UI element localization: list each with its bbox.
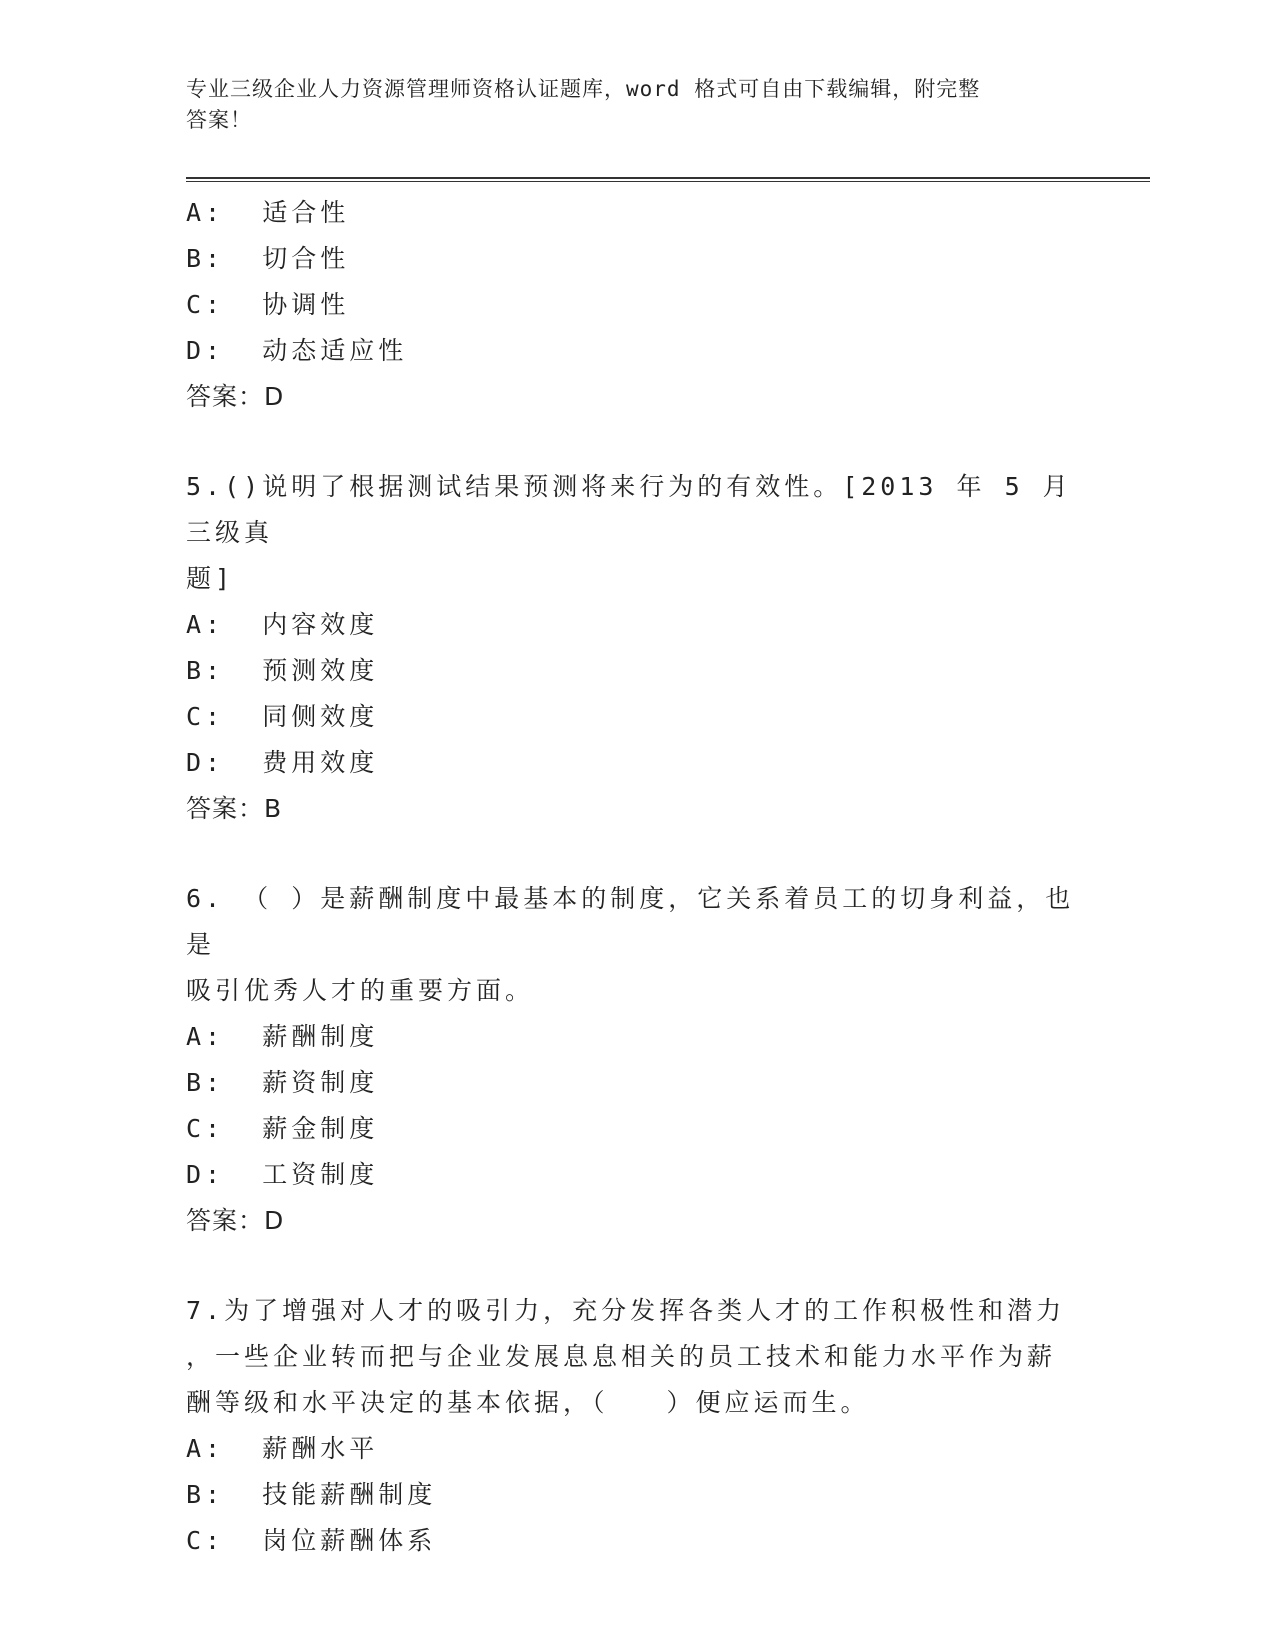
question-stem-line: 吸引优秀人才的重要方面。 [186,976,535,1005]
option-d: D: 费用效度 [186,748,379,777]
question-7-block [186,1288,1086,1564]
answer-text: 答案：D [186,1206,285,1235]
answer-text: 答案：B [186,794,283,823]
question-stem-line: 7.为了增强对人才的吸引力，充分发挥各类人才的工作积极性和潜力 [186,1296,1066,1325]
question-6-block [186,876,1086,1244]
option-b: B: 预测效度 [186,656,379,685]
question-stem-line: 5.()说明了根据测试结果预测将来行为的有效性。[2013 年 5 月三级真 [186,472,1072,547]
option-c: C: 薪金制度 [186,1114,379,1143]
header-divider [186,177,1150,182]
option-c: C: 协调性 [186,290,350,319]
option-b: B: 薪资制度 [186,1068,379,1097]
option-c: C: 同侧效度 [186,702,379,731]
spacer [186,832,1086,876]
spacer [186,420,1086,464]
header-line-1: 专业三级企业人力资源管理师资格认证题库，word 格式可自由下载编辑，附完整 [186,77,981,101]
question-content [186,190,1086,1564]
question-5-block [186,464,1086,832]
option-c: C: 岗位薪酬体系 [186,1526,437,1555]
option-a: A: 内容效度 [186,610,379,639]
question-4-block [186,190,1086,420]
question-stem-line: 6. （ ）是薪酬制度中最基本的制度，它关系着员工的切身利益，也是 [186,884,1075,959]
option-b: B: 切合性 [186,244,350,273]
option-a: A: 薪酬制度 [186,1022,379,1051]
answer-text: 答案：D [186,382,285,411]
question-stem-line: ，一些企业转而把与企业发展息息相关的员工技术和能力水平作为薪 [186,1342,1057,1371]
option-a: A: 薪酬水平 [186,1434,379,1463]
document-header [186,74,1066,136]
question-stem-line: 题] [186,564,235,593]
option-d: D: 工资制度 [186,1160,379,1189]
question-stem-line: 酬等级和水平决定的基本依据，（ ）便应运而生。 [186,1388,870,1417]
header-line-2: 答案！ [186,108,252,132]
option-b: B: 技能薪酬制度 [186,1480,437,1509]
option-d: D: 动态适应性 [186,336,408,365]
spacer [186,1244,1086,1288]
option-a: A: 适合性 [186,198,350,227]
